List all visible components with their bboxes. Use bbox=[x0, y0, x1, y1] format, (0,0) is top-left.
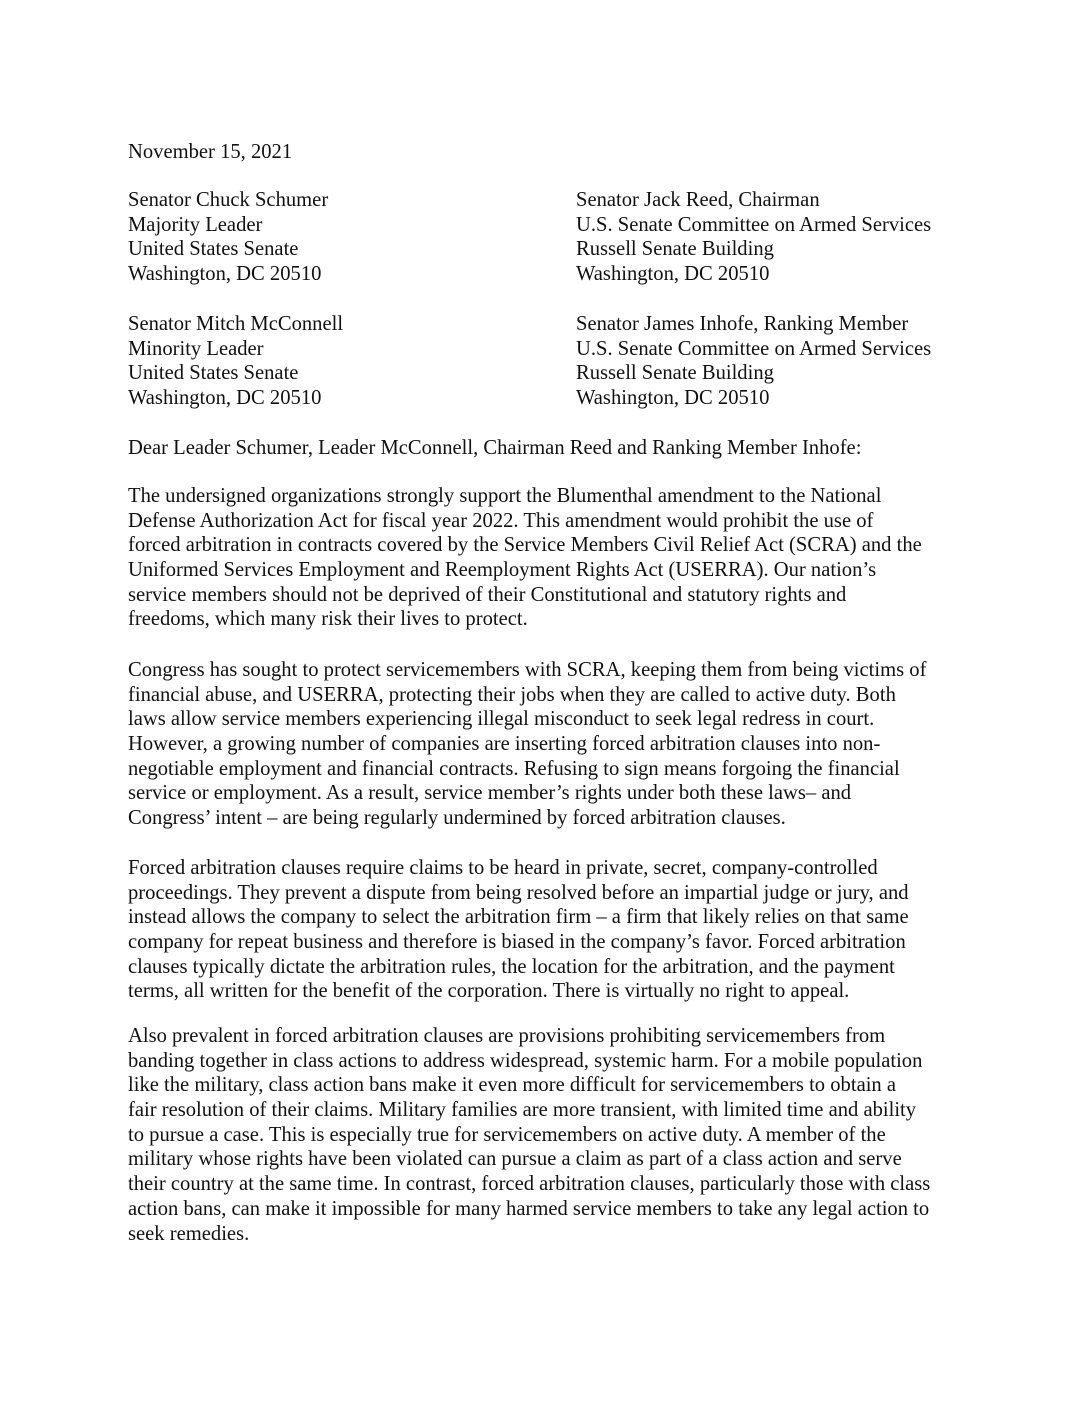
paragraph-line: The undersigned organizations strongly support the Blumenthal amendment to the National bbox=[128, 485, 882, 507]
addressee-city: Washington, DC 20510 bbox=[576, 387, 770, 410]
paragraph-line: Also prevalent in forced arbitration clauses are provisions prohibiting servicemembers from bbox=[128, 1025, 886, 1047]
addressee-title: U.S. Senate Committee on Armed Services bbox=[576, 213, 932, 236]
body-paragraph-4 bbox=[128, 1024, 968, 1246]
addressee-name: Senator Chuck Schumer bbox=[128, 189, 329, 211]
paragraph-line: banding together in class actions to address widespread, systemic harm. For a mobile population bbox=[128, 1049, 923, 1072]
addressee-city: Washington, DC 20510 bbox=[128, 263, 322, 286]
body-paragraph-2 bbox=[128, 658, 968, 831]
paragraph-line: action bans, can make it impossible for many harmed service members to take any legal action to bbox=[128, 1197, 930, 1220]
addressee-schumer bbox=[128, 188, 328, 287]
addressee-city: Washington, DC 20510 bbox=[128, 387, 322, 410]
paragraph-line: However, a growing number of companies are inserting forced arbitration clauses into non- bbox=[128, 733, 881, 756]
addressee-title: Minority Leader bbox=[128, 337, 264, 360]
paragraph-line: freedoms, which many risk their lives to protect. bbox=[128, 608, 528, 631]
addressee-org: Russell Senate Building bbox=[576, 362, 774, 385]
salutation: Dear Leader Schumer, Leader McConnell, Chairman Reed and Ranking Member Inhofe: bbox=[128, 437, 862, 459]
addressee-org: Russell Senate Building bbox=[576, 238, 774, 261]
addressee-mcconnell bbox=[128, 312, 343, 411]
paragraph-line: negotiable employment and financial contracts. Refusing to sign means forgoing the financial bbox=[128, 757, 900, 780]
paragraph-line: military whose rights have been violated can pursue a claim as part of a class action and serve bbox=[128, 1148, 902, 1171]
addressee-name: Senator Mitch McConnell bbox=[128, 313, 344, 335]
paragraph-line: Congress has sought to protect servicemembers with SCRA, keeping them from being victims of bbox=[128, 659, 927, 681]
paragraph-line: laws allow service members experiencing illegal misconduct to seek legal redress in court. bbox=[128, 708, 875, 731]
addressee-reed bbox=[576, 188, 931, 287]
addressee-org: United States Senate bbox=[128, 238, 299, 261]
paragraph-line: forced arbitration in contracts covered by the Service Members Civil Relief Act (SCRA) and the bbox=[128, 534, 922, 557]
addressee-org: United States Senate bbox=[128, 362, 299, 385]
paragraph-line: to pursue a case. This is especially true for servicemembers on active duty. A member of the bbox=[128, 1123, 886, 1146]
paragraph-line: Defense Authorization Act for fiscal year 2022. This amendment would prohibit the use of bbox=[128, 509, 874, 532]
paragraph-line: clauses typically dictate the arbitration rules, the location for the arbitration, and the payment bbox=[128, 955, 895, 978]
addressee-name: Senator James Inhofe, Ranking Member bbox=[576, 313, 909, 335]
paragraph-line: service or employment. As a result, service member’s rights under both these laws– and bbox=[128, 782, 852, 805]
paragraph-line: service members should not be deprived of their Constitutional and statutory rights and bbox=[128, 583, 847, 606]
paragraph-line: Forced arbitration clauses require claims to be heard in private, secret, company-controlled bbox=[128, 857, 878, 879]
body-paragraph-1 bbox=[128, 484, 968, 632]
paragraph-line: like the military, class action bans make it even more difficult for servicemembers to obtain a bbox=[128, 1074, 897, 1097]
paragraph-line: proceedings. They prevent a dispute from being resolved before an impartial judge or jury, and bbox=[128, 881, 909, 904]
paragraph-line: terms, all written for the benefit of the corporation. There is virtually no right to appeal. bbox=[128, 980, 850, 1003]
paragraph-line: their country at the same time. In contrast, forced arbitration clauses, particularly those with class bbox=[128, 1173, 931, 1196]
paragraph-line: seek remedies. bbox=[128, 1222, 250, 1245]
addressee-city: Washington, DC 20510 bbox=[576, 263, 770, 286]
paragraph-line: fair resolution of their claims. Military families are more transient, with limited time and ability bbox=[128, 1099, 917, 1122]
paragraph-line: financial abuse, and USERRA, protecting their jobs when they are called to active duty. Both bbox=[128, 683, 896, 706]
addressee-inhofe bbox=[576, 312, 931, 411]
letter-date: November 15, 2021 bbox=[128, 141, 293, 163]
paragraph-line: Congress’ intent – are being regularly undermined by forced arbitration clauses. bbox=[128, 807, 786, 830]
body-paragraph-3 bbox=[128, 856, 968, 1004]
paragraph-line: Uniformed Services Employment and Reemployment Rights Act (USERRA). Our nation’s bbox=[128, 559, 877, 582]
paragraph-line: company for repeat business and therefore is biased in the company’s favor. Forced arbitration bbox=[128, 931, 906, 954]
addressee-name: Senator Jack Reed, Chairman bbox=[576, 189, 820, 211]
addressee-title: U.S. Senate Committee on Armed Services bbox=[576, 337, 932, 360]
paragraph-line: instead allows the company to select the arbitration firm – a firm that likely relies on that same bbox=[128, 906, 909, 929]
addressee-title: Majority Leader bbox=[128, 213, 263, 236]
